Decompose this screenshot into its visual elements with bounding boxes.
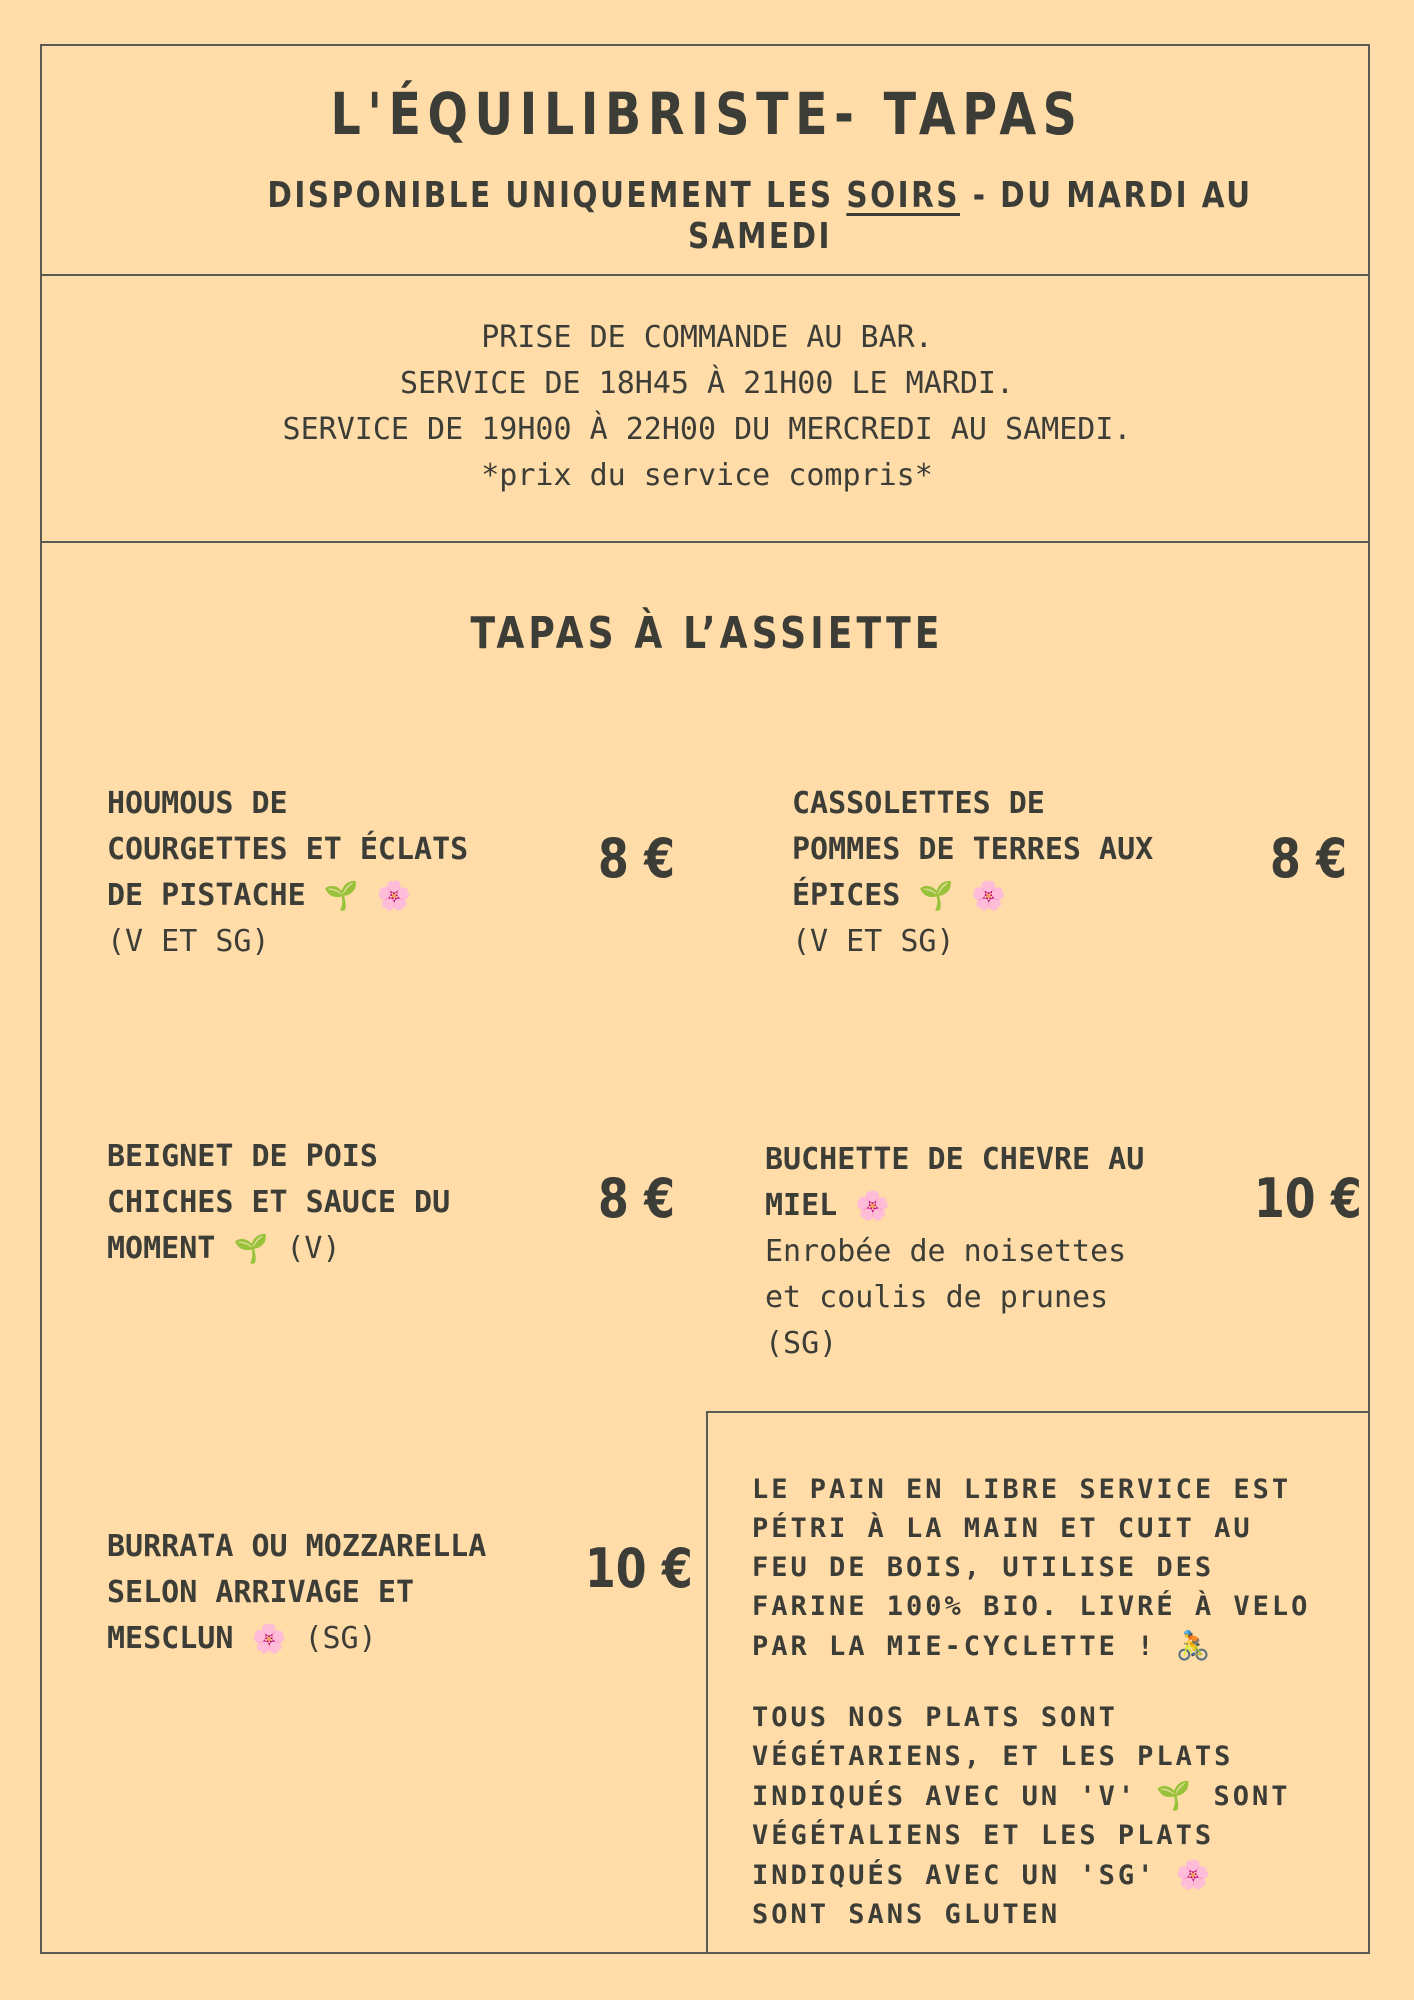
info-line: PRISE DE COMMANDE AU BAR.	[481, 320, 933, 355]
flower-icon: 🌸	[376, 879, 412, 912]
note-line: PÉTRI À LA MAIN ET CUIT AU	[752, 1513, 1253, 1544]
info-line: SERVICE DE 19H00 À 22H00 DU MERCREDI AU SAMEDI.	[282, 412, 1132, 447]
menu-subtitle	[202, 175, 1317, 257]
section-title: TAPAS À L’ASSIETTE	[470, 608, 944, 659]
item-price: 10 €	[1254, 1167, 1362, 1230]
item-tag: (SG)	[304, 1621, 377, 1656]
item-name: MOMENT	[107, 1231, 216, 1266]
item-name: MESCLUN	[107, 1621, 234, 1656]
menu-item-cassolettes	[792, 781, 1153, 965]
item-name: SELON ARRIVAGE ET	[107, 1575, 415, 1610]
item-name: MIEL	[765, 1188, 838, 1223]
seedling-icon: 🌱	[323, 879, 359, 912]
item-price: 8 €	[598, 827, 676, 890]
flower-icon: 🌸	[971, 879, 1007, 912]
item-tag: (SG)	[765, 1326, 838, 1361]
note-line: PAR LA MIE-CYCLETTE !	[752, 1631, 1157, 1662]
item-name: HOUMOUS DE	[107, 786, 288, 821]
item-name: COURGETTES ET ÉCLATS	[107, 832, 469, 867]
item-name: DE PISTACHE	[107, 878, 306, 913]
note-line: FARINE 100% BIO. LIVRÉ À VELO	[752, 1591, 1311, 1622]
seedling-icon: 🌱	[918, 879, 954, 912]
item-tag: (V)	[286, 1231, 341, 1266]
subtitle-underlined: SOIRS	[846, 175, 960, 216]
divider-note-left	[706, 1411, 708, 1954]
bicycle-icon: 🚴	[1175, 1629, 1214, 1662]
item-name: CHICHES ET SAUCE DU	[107, 1185, 451, 1220]
note-line: VÉGÉTARIENS, ET LES PLATS	[752, 1741, 1234, 1772]
item-tag: (V ET SG)	[792, 924, 955, 959]
service-info	[0, 315, 1414, 499]
item-price: 8 €	[598, 1167, 676, 1230]
flower-icon: 🌸	[251, 1622, 287, 1655]
item-name: BEIGNET DE POIS	[107, 1139, 378, 1174]
item-tag: (V ET SG)	[107, 924, 270, 959]
flower-icon: 🌸	[855, 1189, 891, 1222]
seedling-icon: 🌱	[233, 1232, 269, 1265]
item-description: Enrobée de noisettes	[765, 1234, 1127, 1269]
item-name: BURRATA OU MOZZARELLA	[107, 1529, 487, 1564]
note-line: VÉGÉTALIENS ET LES PLATS	[752, 1820, 1215, 1851]
item-price: 10 €	[585, 1537, 693, 1600]
note-line: LE PAIN EN LIBRE SERVICE EST	[752, 1474, 1292, 1505]
divider-note-top	[706, 1411, 1370, 1413]
item-price: 8 €	[1270, 827, 1348, 890]
divider-header	[40, 274, 1370, 276]
subtitle-text-before: DISPONIBLE UNIQUEMENT LES	[267, 175, 847, 216]
divider-info	[40, 541, 1370, 543]
menu-item-burrata	[107, 1524, 486, 1662]
info-line: SERVICE DE 18H45 À 21H00 LE MARDI.	[399, 366, 1015, 401]
bread-note	[752, 1470, 1352, 1666]
item-description: et coulis de prunes	[765, 1280, 1109, 1315]
item-name: BUCHETTE DE CHEVRE AU	[765, 1142, 1145, 1177]
menu-item-beignet	[107, 1134, 450, 1272]
note-line: INDIQUÉS AVEC UN 'V'	[752, 1781, 1138, 1812]
info-line: *prix du service compris*	[481, 458, 933, 493]
note-line: TOUS NOS PLATS SONT	[752, 1702, 1118, 1733]
flower-icon: 🌸	[1175, 1858, 1214, 1891]
note-line: FEU DE BOIS, UTILISE DES	[752, 1552, 1215, 1583]
note-line: INDIQUÉS AVEC UN 'SG'	[752, 1860, 1157, 1891]
vegetarian-note	[752, 1698, 1352, 1934]
note-line: SONT	[1213, 1781, 1291, 1812]
menu-title: L'ÉQUILIBRISTE- TAPAS	[330, 80, 1084, 148]
menu-item-houmous	[107, 781, 468, 965]
item-name: POMMES DE TERRES AUX	[792, 832, 1154, 867]
seedling-icon: 🌱	[1156, 1779, 1195, 1812]
item-name: ÉPICES	[792, 878, 901, 913]
item-name: CASSOLETTES DE	[792, 786, 1045, 821]
menu-item-buchette	[765, 1137, 1144, 1367]
note-line: SONT SANS GLUTEN	[752, 1899, 1061, 1930]
subtitle-text-after: - DU MARDI AU SAMEDI	[688, 175, 1253, 257]
